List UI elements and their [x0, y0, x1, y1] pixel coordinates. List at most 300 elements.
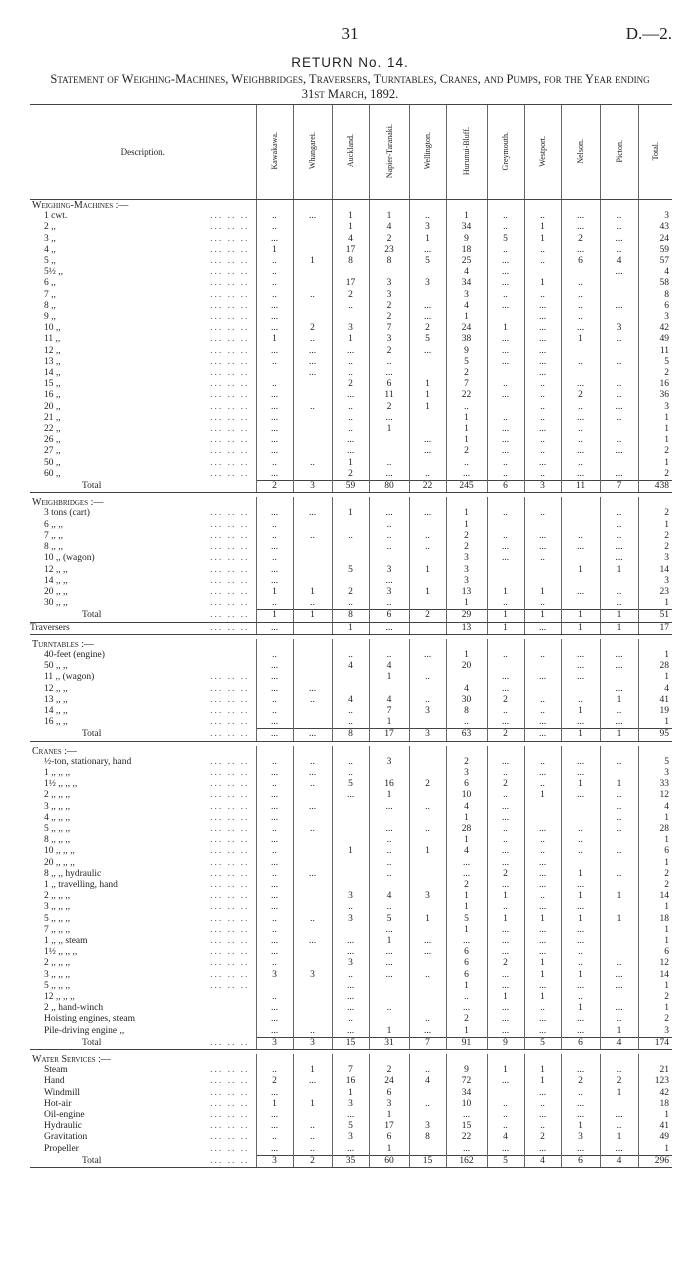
table-cell: [293, 278, 332, 289]
row-label: [30, 520, 256, 531]
table-cell: 5: [332, 1121, 369, 1132]
row-label-text: 16 ,, ,,: [44, 717, 68, 728]
table-cell: [293, 1054, 332, 1065]
row-label: [30, 622, 256, 634]
table-row: [30, 970, 672, 981]
row-label: [30, 390, 256, 401]
row-label: [30, 746, 256, 757]
table-cell: 1: [446, 902, 487, 913]
row-label-text: Windmill: [44, 1087, 81, 1098]
table-cell: 3: [409, 891, 446, 902]
row-label: [30, 458, 256, 469]
table-cell: [369, 435, 409, 446]
table-cell: ...: [561, 245, 600, 256]
table-cell: 16: [332, 1076, 369, 1087]
row-label-text: 7 ,,: [44, 289, 56, 300]
table-cell: [409, 992, 446, 1003]
table-cell: 3: [369, 290, 409, 301]
row-total-cell: 23: [638, 587, 672, 598]
table-row: [30, 1110, 672, 1121]
leader-dots: ... .. ..: [210, 542, 250, 553]
table-cell: [293, 435, 332, 446]
table-cell: ..: [256, 846, 293, 857]
leader-dots: ... .. ..: [210, 790, 250, 801]
table-cell: ..: [332, 650, 369, 661]
table-cell: ...: [332, 1110, 369, 1121]
table-cell: ..: [561, 531, 600, 542]
table-cell: ...: [524, 672, 561, 683]
table-cell: 10: [446, 1099, 487, 1110]
table-cell: ...: [600, 446, 638, 457]
table-cell: ..: [561, 695, 600, 706]
table-cell: ..: [561, 424, 600, 435]
table-cell: ..: [487, 245, 524, 256]
table-cell: 3: [446, 553, 487, 564]
table-cell: [600, 576, 638, 587]
column-header-label: Westport.: [538, 135, 547, 167]
table-cell: ...: [524, 622, 561, 634]
table-row: [30, 992, 672, 1003]
table-cell: ...: [446, 869, 487, 880]
table-cell: 2: [487, 729, 524, 741]
table-cell: ...: [487, 880, 524, 891]
row-label-text: 7 ,, ,,: [44, 530, 63, 541]
table-cell: ..: [369, 869, 409, 880]
table-cell: [293, 958, 332, 969]
row-label-text: 8 ,, ,,: [44, 542, 63, 553]
table-row: [30, 508, 672, 519]
table-cell: [600, 1099, 638, 1110]
table-cell: ...: [487, 684, 524, 695]
table-row: [30, 458, 672, 469]
table-cell: ...: [256, 729, 293, 741]
table-cell: ..: [369, 542, 409, 553]
row-label-text: 5 ,, ,, ,,: [44, 913, 71, 924]
table-cell: [600, 925, 638, 936]
table-row: [30, 661, 672, 672]
table-cell: 3: [446, 768, 487, 779]
row-total-cell: 4: [638, 267, 672, 278]
table-cell: [409, 684, 446, 695]
row-label: [30, 1003, 256, 1014]
table-cell: 1: [487, 992, 524, 1003]
table-row: [30, 1026, 672, 1038]
table-cell: 18: [446, 245, 487, 256]
table-cell: ...: [256, 424, 293, 435]
table-cell: [600, 746, 638, 757]
table-cell: [369, 746, 409, 757]
table-cell: ..: [332, 768, 369, 779]
table-cell: [487, 576, 524, 587]
table-cell: 2: [600, 1076, 638, 1087]
table-cell: ...: [256, 1026, 293, 1038]
table-cell: [409, 981, 446, 992]
table-cell: [332, 267, 369, 278]
table-cell: ...: [600, 970, 638, 981]
leader-dots: ... .. ..: [210, 457, 250, 468]
leader-dots: ... .. ..: [210, 300, 250, 311]
table-cell: [409, 880, 446, 891]
row-label-text: 20 ,,: [44, 401, 61, 412]
table-cell: ...: [524, 717, 561, 729]
table-cell: ...: [487, 542, 524, 553]
table-cell: [332, 1054, 369, 1065]
table-cell: [524, 576, 561, 587]
table-row: [30, 835, 672, 846]
table-cell: 3: [293, 970, 332, 981]
row-total-cell: 1: [638, 813, 672, 824]
table-cell: [561, 746, 600, 757]
column-header-kawakawa: [256, 105, 293, 200]
table-cell: ..: [256, 553, 293, 564]
table-cell: [293, 650, 332, 661]
row-total-cell: 1: [638, 835, 672, 846]
table-cell: [369, 639, 409, 650]
row-total-cell: 58: [638, 278, 672, 289]
row-label: [30, 469, 256, 481]
table-cell: 6: [446, 958, 487, 969]
table-cell: [600, 1054, 638, 1065]
table-row: [30, 891, 672, 902]
row-label: [30, 717, 256, 729]
row-label-text: 8 ,, ,, hydraulic: [44, 868, 102, 879]
table-cell: ..: [293, 290, 332, 301]
table-cell: [409, 576, 446, 587]
table-cell: 17: [369, 729, 409, 741]
table-cell: 1: [487, 914, 524, 925]
leader-dots: ... .. ..: [210, 610, 250, 621]
row-label-text: 4 ,,: [44, 244, 56, 255]
row-label: [30, 435, 256, 446]
table-cell: ...: [256, 323, 293, 334]
table-cell: [369, 446, 409, 457]
table-cell: ..: [487, 1121, 524, 1132]
table-cell: [600, 639, 638, 650]
table-cell: 3: [369, 1099, 409, 1110]
table-cell: [293, 891, 332, 902]
table-cell: 162: [446, 1155, 487, 1167]
table-cell: ..: [600, 598, 638, 610]
row-total-cell: 49: [638, 1132, 672, 1143]
table-cell: ...: [524, 312, 561, 323]
table-cell: ...: [561, 323, 600, 334]
table-cell: ..: [293, 1144, 332, 1156]
table-cell: [561, 346, 600, 357]
table-cell: [524, 661, 561, 672]
table-cell: ...: [487, 278, 524, 289]
table-cell: 2: [369, 402, 409, 413]
table-cell: ...: [561, 413, 600, 424]
row-total-cell: [638, 639, 672, 650]
table-cell: ...: [256, 346, 293, 357]
leader-dots: ... .. ..: [210, 530, 250, 541]
leader-dots: ... .. ..: [210, 835, 250, 846]
table-cell: [293, 622, 332, 634]
table-cell: 6: [369, 1088, 409, 1099]
table-cell: ..: [487, 379, 524, 390]
table-cell: ...: [600, 1110, 638, 1121]
row-total-cell: 1: [638, 925, 672, 936]
table-cell: [409, 458, 446, 469]
row-total-cell: 41: [638, 695, 672, 706]
table-cell: [561, 598, 600, 610]
table-cell: 24: [369, 1076, 409, 1087]
table-cell: ..: [409, 542, 446, 553]
row-label-text: 4 ,, ,, ,,: [44, 812, 71, 823]
table-cell: ..: [600, 211, 638, 222]
table-cell: ...: [487, 858, 524, 869]
table-cell: ...: [487, 267, 524, 278]
row-total-cell: 17: [638, 622, 672, 634]
document-reference: D.—2.: [625, 24, 672, 43]
table-cell: [409, 357, 446, 368]
table-cell: 1: [600, 610, 638, 622]
table-cell: ..: [256, 958, 293, 969]
table-cell: 3: [256, 1037, 293, 1049]
table-cell: ...: [293, 508, 332, 519]
table-cell: ...: [487, 256, 524, 267]
table-row: [30, 880, 672, 891]
table-cell: ...: [524, 858, 561, 869]
table-cell: [293, 576, 332, 587]
table-cell: ...: [561, 1144, 600, 1156]
table-cell: 4: [446, 846, 487, 857]
table-cell: ..: [600, 790, 638, 801]
table-cell: 8: [369, 256, 409, 267]
table-cell: [409, 639, 446, 650]
row-total-cell: 18: [638, 1099, 672, 1110]
table-cell: ..: [409, 1065, 446, 1076]
column-header-label: Total.: [650, 141, 660, 161]
table-cell: ...: [487, 424, 524, 435]
row-label: [30, 992, 256, 1003]
table-cell: 4: [446, 802, 487, 813]
table-cell: ...: [487, 813, 524, 824]
row-label: [30, 290, 256, 301]
table-cell: 80: [369, 481, 409, 493]
table-row: [30, 290, 672, 301]
table-cell: [409, 1144, 446, 1156]
row-label: [30, 1155, 256, 1167]
table-cell: [600, 835, 638, 846]
table-cell: ..: [332, 531, 369, 542]
table-cell: ...: [256, 402, 293, 413]
table-cell: ...: [369, 368, 409, 379]
table-cell: ...: [561, 661, 600, 672]
table-cell: ..: [256, 290, 293, 301]
table-cell: 13: [446, 587, 487, 598]
table-row: [30, 947, 672, 958]
leader-dots: ... .. ..: [210, 390, 250, 401]
table-cell: [600, 458, 638, 469]
table-cell: ..: [369, 835, 409, 846]
row-label: [30, 531, 256, 542]
table-cell: 6: [369, 379, 409, 390]
row-total-cell: 3: [638, 553, 672, 564]
row-label-text: 12 ,, ,,: [44, 683, 68, 694]
table-cell: 1: [409, 234, 446, 245]
table-cell: ..: [600, 757, 638, 768]
table-cell: [332, 672, 369, 683]
row-total-cell: [638, 497, 672, 508]
table-cell: ..: [524, 245, 561, 256]
table-cell: 2: [332, 379, 369, 390]
row-total-cell: 11: [638, 346, 672, 357]
table-cell: 1: [487, 622, 524, 634]
row-label-text: 8 ,, ,, ,,: [44, 835, 71, 846]
table-cell: ..: [561, 992, 600, 1003]
table-cell: ...: [487, 757, 524, 768]
leader-dots: ... .. ..: [210, 767, 250, 778]
column-header-label: Picton.: [614, 139, 624, 163]
table-cell: ..: [446, 458, 487, 469]
table-cell: [487, 520, 524, 531]
row-total-cell: 12: [638, 790, 672, 801]
table-cell: 34: [446, 222, 487, 233]
leader-dots: ... .. ..: [210, 1155, 250, 1166]
table-cell: [600, 947, 638, 958]
row-label-text: 26 ,,: [44, 435, 61, 446]
table-cell: 3: [524, 481, 561, 493]
leader-dots: ... .. ..: [210, 278, 250, 289]
leader-dots: ... .. ..: [210, 233, 250, 244]
table-cell: [561, 497, 600, 508]
row-label: [30, 858, 256, 869]
table-cell: 1: [561, 914, 600, 925]
row-total-cell: 5: [638, 757, 672, 768]
table-cell: ..: [332, 301, 369, 312]
table-cell: ..: [256, 650, 293, 661]
table-cell: ...: [256, 802, 293, 813]
table-cell: ...: [600, 717, 638, 729]
table-cell: [409, 622, 446, 634]
table-cell: [409, 858, 446, 869]
table-cell: [332, 858, 369, 869]
row-total-cell: [638, 200, 672, 212]
table-cell: ...: [524, 346, 561, 357]
table-row: [30, 531, 672, 542]
table-row: [30, 469, 672, 481]
leader-dots: ... .. ..: [210, 368, 250, 379]
table-cell: [256, 200, 293, 212]
table-cell: [409, 1088, 446, 1099]
table-cell: 6: [446, 947, 487, 958]
table-cell: ..: [600, 390, 638, 401]
table-cell: ...: [256, 446, 293, 457]
table-cell: ..: [487, 290, 524, 301]
row-total-cell: 1: [638, 936, 672, 947]
table-row: [30, 757, 672, 768]
table-row: [30, 598, 672, 610]
table-cell: 1: [369, 1110, 409, 1121]
table-cell: 91: [446, 1037, 487, 1049]
table-cell: ..: [524, 290, 561, 301]
table-cell: ..: [256, 695, 293, 706]
row-total-cell: 2: [638, 446, 672, 457]
table-cell: [369, 813, 409, 824]
table-cell: ...: [600, 469, 638, 481]
table-cell: [369, 1054, 409, 1065]
return-table: [30, 104, 672, 1168]
table-cell: 1: [293, 1065, 332, 1076]
table-cell: ..: [409, 1099, 446, 1110]
table-cell: ...: [524, 323, 561, 334]
table-row: [30, 695, 672, 706]
row-label-text: Hoisting engines, steam: [44, 1014, 136, 1025]
table-cell: ...: [524, 947, 561, 958]
table-cell: ..: [487, 790, 524, 801]
row-label-text: 14 ,,: [44, 368, 61, 379]
leader-dots: ... .. ..: [210, 469, 250, 480]
table-cell: 1: [446, 650, 487, 661]
table-cell: ...: [293, 684, 332, 695]
table-cell: 2: [487, 695, 524, 706]
table-cell: ..: [561, 846, 600, 857]
table-cell: ..: [256, 531, 293, 542]
row-label-text: 5 ,,: [44, 256, 56, 267]
table-cell: ..: [369, 357, 409, 368]
table-row: [30, 869, 672, 880]
row-label: [30, 639, 256, 650]
table-cell: [293, 813, 332, 824]
table-cell: ...: [293, 729, 332, 741]
leader-dots: ... .. ..: [210, 857, 250, 868]
table-cell: [332, 835, 369, 846]
table-cell: 1: [524, 790, 561, 801]
row-label: [30, 813, 256, 824]
table-cell: ..: [600, 508, 638, 519]
table-cell: 4: [600, 256, 638, 267]
table-cell: [369, 880, 409, 891]
table-cell: 28: [446, 824, 487, 835]
table-cell: ..: [293, 914, 332, 925]
table-cell: 2: [332, 469, 369, 481]
table-cell: ...: [446, 1003, 487, 1014]
table-cell: ...: [409, 936, 446, 947]
table-cell: 9: [446, 234, 487, 245]
table-cell: [409, 902, 446, 913]
table-row: [30, 1144, 672, 1156]
table-cell: 3: [446, 576, 487, 587]
row-total-cell: [638, 746, 672, 757]
table-cell: ..: [369, 902, 409, 913]
table-cell: 1: [487, 323, 524, 334]
table-cell: ..: [332, 902, 369, 913]
table-cell: [561, 553, 600, 564]
table-cell: 4: [332, 695, 369, 706]
section-heading-row: [30, 200, 672, 212]
leader-dots: ... .. ..: [210, 586, 250, 597]
table-cell: 1: [600, 695, 638, 706]
table-cell: ...: [256, 891, 293, 902]
table-cell: ..: [600, 435, 638, 446]
row-label-text: 16 ,,: [44, 390, 61, 401]
table-cell: ...: [524, 936, 561, 947]
table-cell: ...: [332, 1144, 369, 1156]
column-header-label: Napier-Taranaki.: [384, 123, 394, 179]
table-row: [30, 981, 672, 992]
table-cell: 34: [446, 278, 487, 289]
table-cell: 1: [524, 970, 561, 981]
table-cell: ...: [600, 402, 638, 413]
table-cell: ...: [561, 880, 600, 891]
table-cell: ...: [600, 542, 638, 553]
row-label-text: 12 ,, ,,: [44, 564, 68, 575]
table-cell: [256, 981, 293, 992]
table-cell: ...: [332, 446, 369, 457]
row-total-cell: 4: [638, 802, 672, 813]
table-cell: ...: [256, 1144, 293, 1156]
